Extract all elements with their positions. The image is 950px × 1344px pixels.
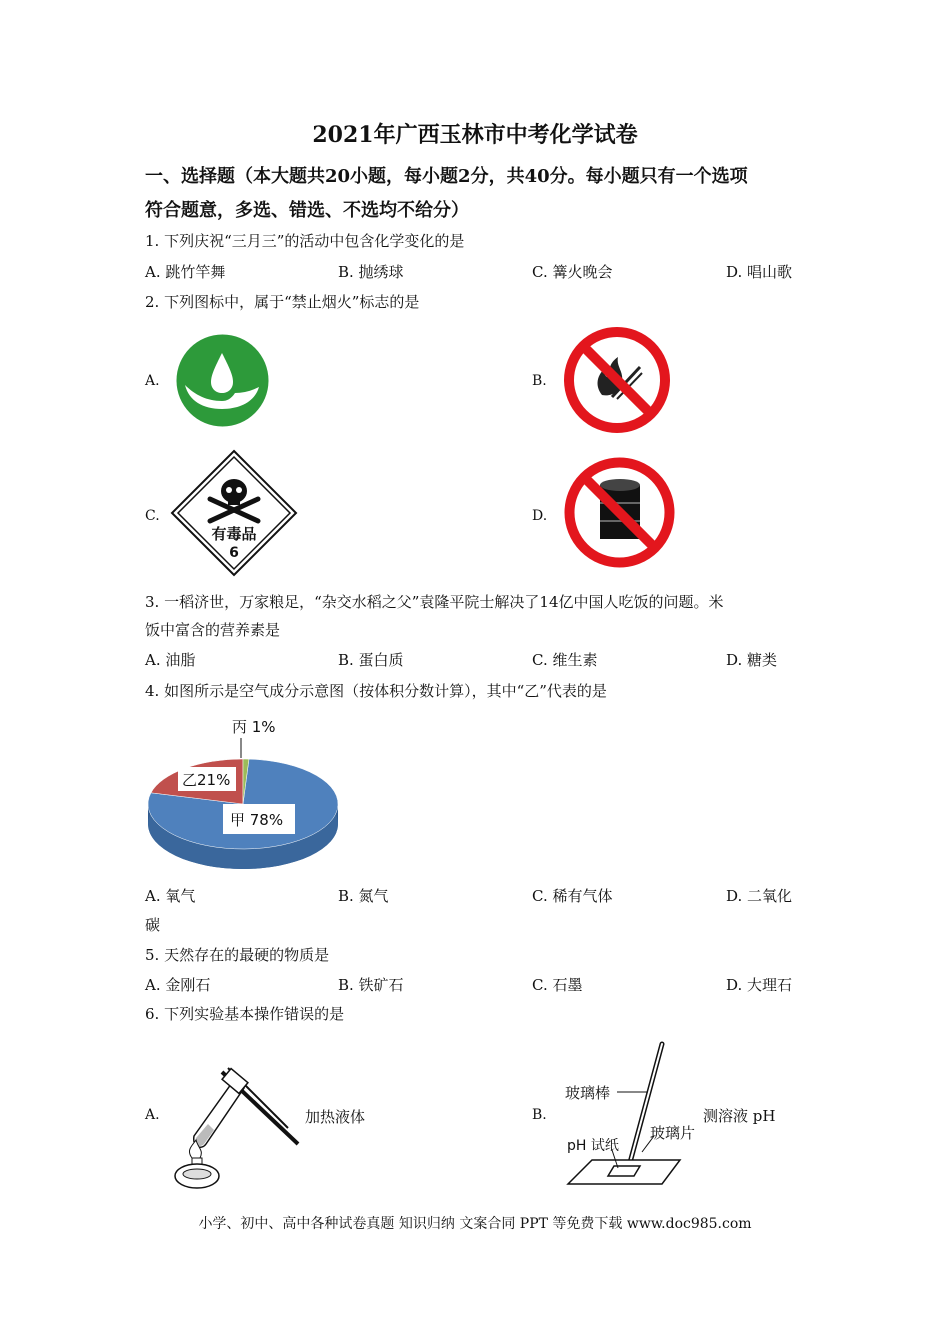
question-5-stem: 5. 天然存在的最硬的物质是	[145, 946, 330, 964]
question-2-stem: 2. 下列图标中，属于“禁止烟火”标志的是	[145, 293, 420, 311]
q1-option-a: A. 跳竹竿舞	[145, 263, 226, 281]
q6-option-a-caption: 加热液体	[305, 1108, 366, 1126]
toxic-substance-sign-icon	[170, 449, 298, 577]
question-1-stem: 1. 下列庆祝“三月三”的活动中包含化学变化的是	[145, 232, 465, 250]
no-oil-drum-sign-icon	[562, 455, 677, 570]
q6-option-b-caption: 测溶液 pH	[703, 1107, 776, 1125]
q3-option-c: C. 维生素	[532, 651, 598, 669]
q1-option-c: C. 篝火晚会	[532, 263, 613, 281]
q3-option-b: B. 蛋白质	[338, 651, 404, 669]
q6-option-a: A.	[145, 1107, 160, 1123]
q3-option-d: D. 糖类	[726, 651, 778, 669]
question-4-stem: 4. 如图所示是空气成分示意图（按体积分数计算），其中“乙”代表的是	[145, 682, 607, 700]
page-title: 2021年广西玉林市中考化学试卷	[312, 122, 638, 148]
q1-option-b: B. 抛绣球	[338, 263, 404, 281]
section-heading-line1: 一、选择题（本大题共20小题，每小题2分，共40分。每小题只有一个选项	[145, 166, 748, 187]
heating-liquid-illustration	[172, 1058, 302, 1190]
section-heading-line2: 符合题意，多选、错选、不选均不给分）	[145, 200, 469, 221]
slice-label-jia: 甲 78%	[230, 811, 284, 829]
no-fire-sign-icon	[562, 325, 672, 435]
q2-option-b: B.	[532, 373, 547, 389]
glass-plate-label: 玻璃片	[650, 1124, 696, 1142]
poison-sign-number: 6	[229, 545, 239, 561]
q5-option-c: C. 石墨	[532, 976, 583, 994]
q2-option-a: A.	[145, 373, 160, 389]
q5-option-d: D. 大理石	[726, 976, 793, 994]
q5-option-b: B. 铁矿石	[338, 976, 404, 994]
slice-label-bing: 丙 1%	[232, 718, 276, 736]
q4-option-b: B. 氮气	[338, 887, 389, 905]
poison-sign-text: 有毒品	[211, 525, 257, 543]
q2-option-c: C.	[145, 508, 160, 524]
q6-option-b: B.	[532, 1107, 547, 1123]
question-3-line1: 3. 一稻济世，万家粮足，“杂交水稻之父”袁隆平院士解决了14亿中国人吃饭的问题。米	[145, 593, 724, 611]
glass-rod-label: 玻璃棒	[565, 1084, 611, 1102]
air-composition-pie-chart	[145, 712, 345, 877]
q4-option-d: D. 二氧化	[726, 887, 793, 905]
page-footer: 小学、初中、高中各种试卷真题 知识归纳 文案合同 PPT 等免费下载 www.doc985.com	[198, 1216, 752, 1232]
q3-option-a: A. 油脂	[145, 651, 196, 669]
q4-option-c: C. 稀有气体	[532, 887, 613, 905]
q4-option-a: A. 氧气	[145, 887, 196, 905]
ph-paper-label: pH 试纸	[567, 1138, 619, 1154]
q2-option-d: D.	[532, 508, 548, 524]
slice-label-yi: 乙21%	[182, 771, 231, 789]
question-6-stem: 6. 下列实验基本操作错误的是	[145, 1005, 345, 1023]
ph-measurement-illustration	[562, 1040, 712, 1188]
q5-option-a: A. 金刚石	[145, 976, 211, 994]
q4-option-d-continuation: 碳	[145, 916, 161, 934]
q1-option-d: D. 唱山歌	[726, 263, 793, 281]
water-saving-sign-icon	[175, 333, 270, 428]
question-3-line2: 饭中富含的营养素是	[145, 621, 281, 639]
